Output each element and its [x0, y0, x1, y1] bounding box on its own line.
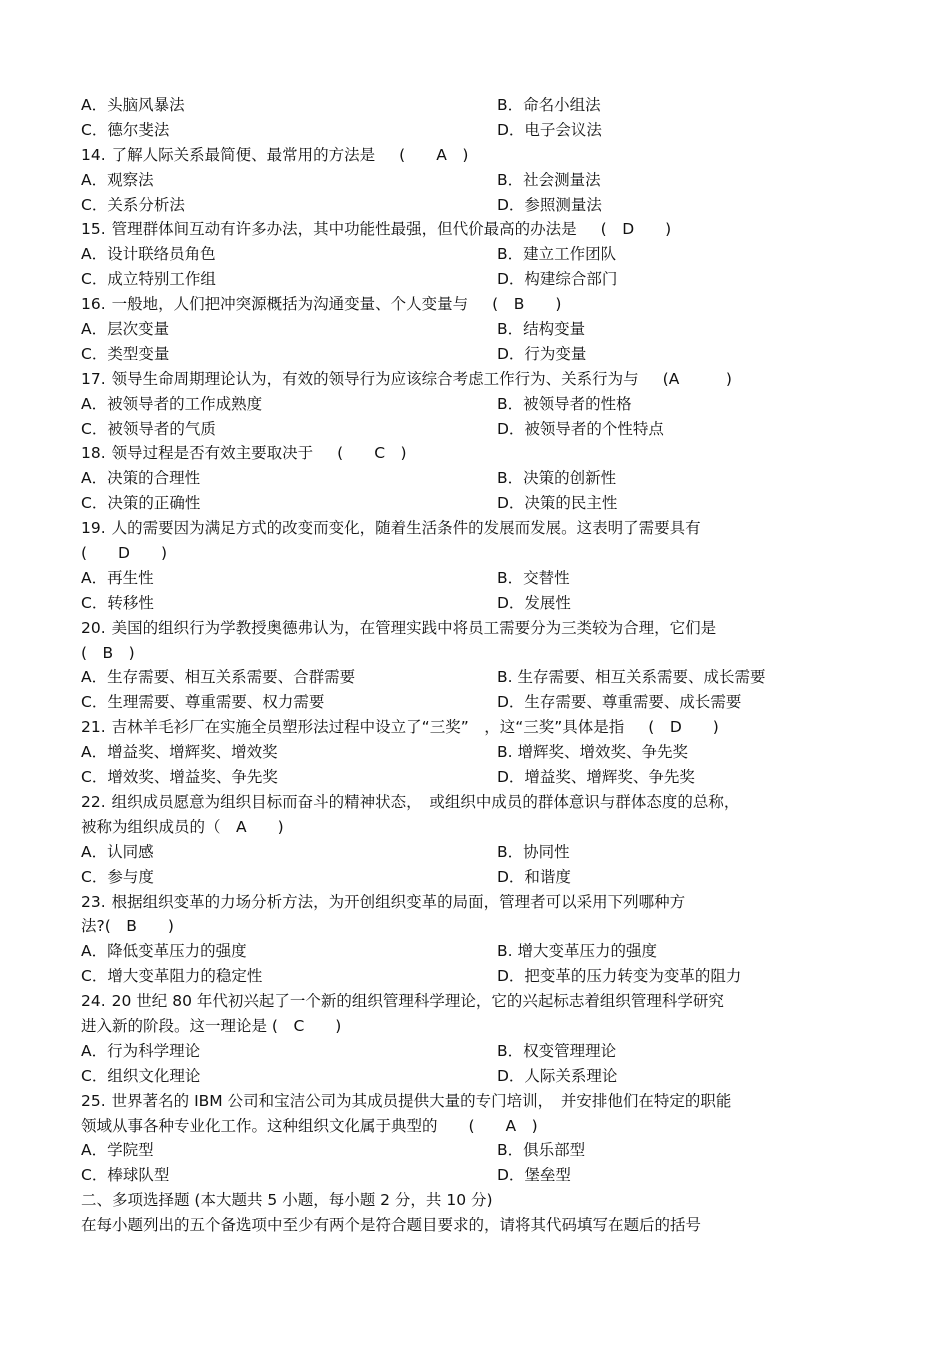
option-left: C．成立特别工作组: [81, 270, 216, 289]
option-row: [81, 317, 871, 342]
option-right: D．生存需要、尊重需要、成长需要: [497, 693, 742, 712]
question-line: [81, 217, 871, 242]
option-right: D．被领导者的个性特点: [497, 419, 664, 438]
text-line: 领域从事各种专业化工作。这种组织文化属于典型的 ( A ): [81, 1116, 538, 1135]
option-right: B．权变管理理论: [497, 1041, 617, 1060]
question-num: 14.: [81, 145, 106, 164]
text-line: 二、多项选择题 (本大题共 5 小题，每小题 2 分，共 10 分): [81, 1191, 493, 1210]
question-num: 21.: [81, 718, 106, 737]
question-num: 17.: [81, 369, 106, 388]
exam-page: [81, 93, 871, 1238]
question-text: 管理群体间互动有许多办法，其中功能性最强，但代价最高的办法是: [111, 220, 577, 239]
question-num: 20.: [81, 618, 106, 637]
option-row: [81, 168, 871, 193]
question-num: 18.: [81, 444, 106, 463]
question-text: 一般地，人们把冲突源概括为沟通变量、个人变量与: [111, 295, 469, 314]
option-left: C．决策的正确性: [81, 494, 201, 513]
option-right: B．结构变量: [497, 320, 586, 339]
question-text: 领导生命周期理论认为，有效的领导行为应该综合考虑工作行为、关系行为与: [111, 369, 639, 388]
option-left: C．转移性: [81, 593, 154, 612]
question-ans: ( A ): [399, 145, 469, 164]
option-right: B．俱乐部型: [497, 1141, 586, 1160]
option-left: C．关系分析法: [81, 195, 185, 214]
option-row: [81, 193, 871, 218]
question-line: [81, 1089, 871, 1114]
option-left: A．生存需要、相互关系需要、合群需要: [81, 668, 356, 687]
option-row: [81, 118, 871, 143]
question-line: [81, 989, 871, 1014]
question-text: 根据组织变革的力场分析方法，为开创组织变革的局面，管理者可以采用下列哪种方: [111, 892, 686, 911]
question-ans: ( D ): [600, 220, 672, 239]
option-right: D．堡垒型: [497, 1166, 571, 1185]
option-row: [81, 591, 871, 616]
option-row: [81, 93, 871, 118]
question-num: 19.: [81, 519, 106, 538]
option-row: [81, 566, 871, 591]
option-right: D．发展性: [497, 593, 571, 612]
option-right: D．行为变量: [497, 344, 587, 363]
option-row: [81, 964, 871, 989]
option-left: C．组织文化理论: [81, 1066, 201, 1085]
question-ans: ( C ): [337, 444, 407, 463]
question-text: 组织成员愿意为组织目标而奋斗的精神状态， 或组织中成员的群体意识与群体态度的总称，: [111, 792, 740, 811]
option-left: A．决策的合理性: [81, 469, 201, 488]
question-line: [81, 367, 871, 392]
option-left: C．参与度: [81, 867, 154, 886]
question-line: [81, 715, 871, 740]
option-left: A．认同感: [81, 842, 154, 861]
option-left: A．头脑风暴法: [81, 96, 185, 114]
option-row: [81, 392, 871, 417]
question-num: 16.: [81, 295, 106, 314]
option-left: C．类型变量: [81, 344, 170, 363]
question-text: 吉林羊毛衫厂在实施全员塑形法过程中设立了“三奖” ，这“三奖”具体是指: [111, 718, 625, 737]
option-left: A．观察法: [81, 170, 154, 189]
option-row: [81, 939, 871, 964]
option-row: [81, 840, 871, 865]
option-right: B．被领导者的性格: [497, 394, 632, 413]
option-right: B．交替性: [497, 568, 570, 587]
option-row: [81, 765, 871, 790]
text-line: 在每小题列出的五个备选项中至少有两个是符合题目要求的，请将其代码填写在题后的括号: [81, 1216, 702, 1235]
question-ans: ( D ): [648, 718, 719, 737]
option-right: B．社会测量法: [497, 170, 601, 189]
option-left: A．设计联络员角色: [81, 245, 216, 264]
option-left: A．行为科学理论: [81, 1041, 201, 1060]
option-row: [81, 690, 871, 715]
option-row: [81, 740, 871, 765]
option-row: [81, 466, 871, 491]
option-right: B. 增辉奖、增效奖、争先奖: [497, 743, 688, 762]
option-right: D．参照测量法: [497, 195, 602, 214]
option-left: C．生理需要、尊重需要、权力需要: [81, 693, 325, 712]
option-left: C．增效奖、增益奖、争先奖: [81, 768, 278, 787]
question-num: 25.: [81, 1091, 106, 1110]
option-row: [81, 665, 871, 690]
option-left: A．再生性: [81, 568, 154, 587]
option-row: [81, 1039, 871, 1064]
question-line: [81, 790, 871, 815]
text-line: 被称为组织成员的（ A ): [81, 817, 284, 836]
question-num: 15.: [81, 220, 106, 239]
question-text: 20 世纪 80 年代初兴起了一个新的组织管理科学理论，它的兴起标志着组织管理科学研究: [111, 992, 724, 1011]
option-left: A．被领导者的工作成熟度: [81, 394, 263, 413]
option-left: A．层次变量: [81, 320, 170, 339]
option-right: B. 生存需要、相互关系需要、成长需要: [497, 668, 766, 687]
option-left: A．降低变革压力的强度: [81, 942, 247, 961]
question-ans: ( B ): [492, 295, 562, 314]
text-line: ( B ): [81, 643, 135, 662]
question-text: 人的需要因为满足方式的改变而变化，随着生活条件的发展而发展。这表明了需要具有: [111, 519, 701, 538]
option-row: [81, 1064, 871, 1089]
option-right: D．构建综合部门: [497, 270, 618, 289]
question-num: 22.: [81, 792, 106, 811]
option-right: D．把变革的压力转变为变革的阻力: [497, 967, 742, 986]
option-right: B．建立工作团队: [497, 245, 617, 264]
option-right: D．决策的民主性: [497, 494, 618, 513]
question-line: [81, 292, 871, 317]
question-line: [81, 516, 871, 541]
option-right: B．决策的创新性: [497, 469, 617, 488]
question-text: 世界著名的 IBM 公司和宝洁公司为其成员提供大量的专门培训， 并安排他们在特定的职能: [111, 1091, 732, 1110]
option-row: [81, 242, 871, 267]
option-row: [81, 491, 871, 516]
option-left: C．棒球队型: [81, 1166, 170, 1185]
option-right: D．人际关系理论: [497, 1066, 618, 1085]
option-left: A．增益奖、增辉奖、增效奖: [81, 743, 278, 762]
text-line: 进入新的阶段。这一理论是 ( C ): [81, 1016, 342, 1035]
question-num: 23.: [81, 892, 106, 911]
option-row: [81, 1163, 871, 1188]
text-line: ( D ): [81, 544, 168, 563]
question-ans: (A ): [662, 369, 732, 388]
option-row: [81, 342, 871, 367]
question-line: [81, 143, 871, 168]
option-row: [81, 1138, 871, 1163]
question-line: [81, 890, 871, 915]
question-text: 了解人际关系最简便、最常用的方法是: [111, 145, 376, 164]
option-left: C．增大变革阻力的稳定性: [81, 967, 263, 986]
option-right: D．增益奖、增辉奖、争先奖: [497, 768, 695, 787]
option-row: [81, 267, 871, 292]
question-num: 24.: [81, 992, 106, 1011]
question-text: 领导过程是否有效主要取决于: [111, 444, 314, 463]
option-right: D．和谐度: [497, 867, 571, 886]
option-left: C．德尔斐法: [81, 120, 170, 139]
option-row: [81, 417, 871, 442]
option-row: [81, 865, 871, 890]
option-left: A．学院型: [81, 1141, 154, 1160]
text-line: 法?( B ): [81, 917, 174, 936]
option-right: B. 增大变革压力的强度: [497, 942, 657, 961]
option-right: B．协同性: [497, 842, 570, 861]
question-line: [81, 616, 871, 641]
option-right: B．命名小组法: [497, 96, 601, 114]
question-line: [81, 441, 871, 466]
question-text: 美国的组织行为学教授奥德弗认为，在管理实践中将员工需要分为三类较为合理，它们是: [111, 618, 717, 637]
option-right: D．电子会议法: [497, 120, 602, 139]
option-left: C．被领导者的气质: [81, 419, 216, 438]
